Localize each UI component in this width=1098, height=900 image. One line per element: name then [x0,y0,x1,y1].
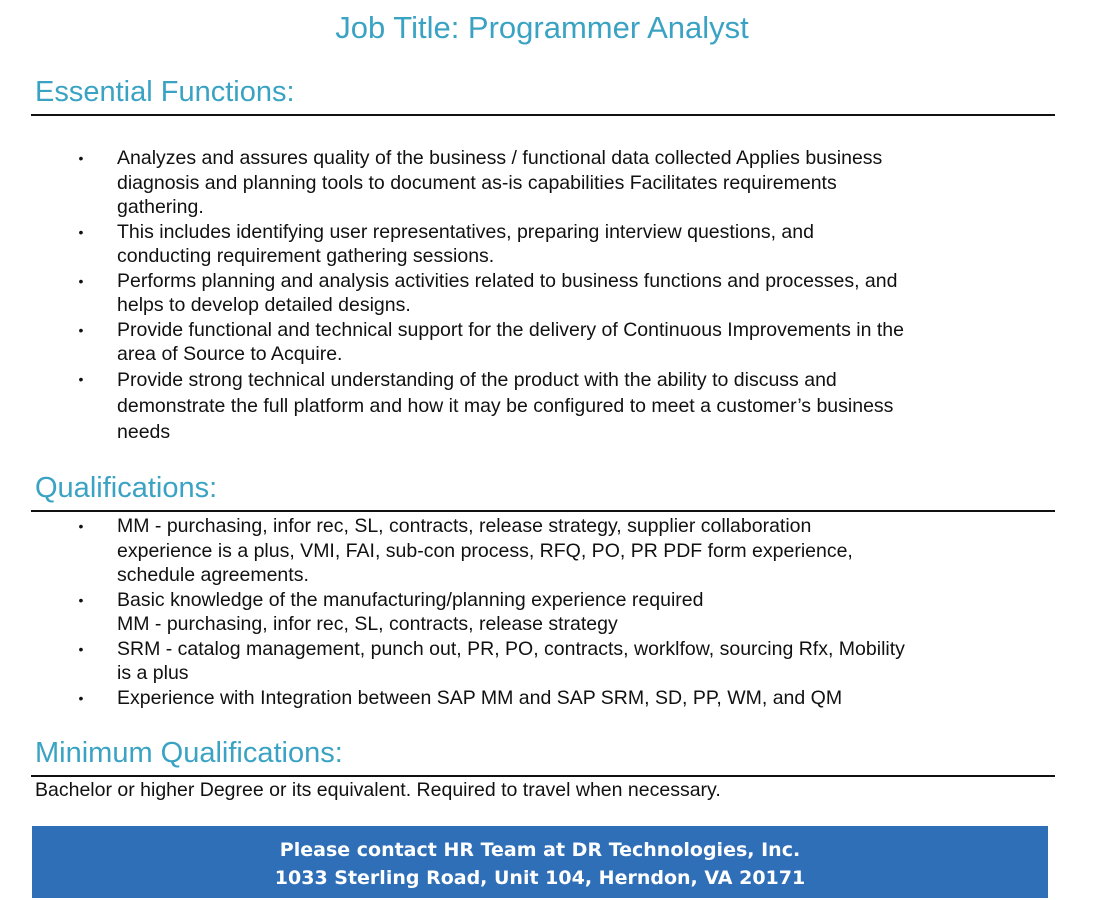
minimum-qualifications-heading: Minimum Qualifications: [35,737,343,769]
essential-functions-divider [31,114,1055,116]
bullet-icon: • [78,689,84,706]
list-item: • SRM - catalog management, punch out, PR, PO, contracts, worklfow, sourcing Rfx, Mobility is a plus [0,637,1060,686]
qualifications-divider [31,510,1055,512]
list-item: • This includes identifying user representatives, preparing interview questions, and conducting requirement gathering sessions. [0,220,1060,269]
list-item: • Analyzes and assures quality of the business / functional data collected Applies business diagnosis and planning tools to document as-is capabilities Facilitates requirements gathering. [0,146,1060,220]
bullet-icon: • [78,591,84,608]
list-item: • Basic knowledge of the manufacturing/planning experience required MM - purchasing, infor rec, SL, contracts, release strategy [0,588,1060,637]
essential-functions-list [0,146,1060,445]
list-item: • Provide strong technical understanding of the product with the ability to discuss and demonstrate the full platform and how it may be configured to meet a customer’s business needs [0,367,1060,445]
qualifications-list [0,514,1060,710]
bullet-icon: • [78,272,84,289]
minimum-qualifications-divider [31,775,1055,777]
contact-address: 1033 Sterling Road, Unit 104, Herndon, VA 20171 [274,867,806,889]
bullet-icon: • [78,370,84,387]
contact-banner [32,826,1048,898]
list-item: • Provide functional and technical support for the delivery of Continuous Improvements in the area of Source to Acquire. [0,318,1060,367]
contact-line: Please contact HR Team at DR Technologies, Inc. [279,839,801,861]
qualifications-heading: Qualifications: [35,472,218,504]
essential-functions-heading: Essential Functions: [35,76,295,108]
bullet-icon: • [78,321,84,338]
page-title: Job Title: Programmer Analyst [335,10,749,45]
list-item: • MM - purchasing, infor rec, SL, contracts, release strategy, supplier collaboration experience is a plus, VMI, FAI, sub-con process, RFQ, PO, PR PDF form experience, schedule agreements. [0,514,1060,588]
bullet-icon: • [78,150,84,166]
bullet-icon: • [78,223,84,240]
bullet-icon: • [78,640,84,657]
bullet-icon: • [78,518,84,534]
list-item: • Experience with Integration between SAP MM and SAP SRM, SD, PP, WM, and QM [0,686,1060,711]
list-item: • Performs planning and analysis activities related to business functions and processes, and helps to develop detailed designs. [0,269,1060,318]
minimum-qualifications-text: Bachelor or higher Degree or its equivalent. Required to travel when necessary. [35,779,721,801]
